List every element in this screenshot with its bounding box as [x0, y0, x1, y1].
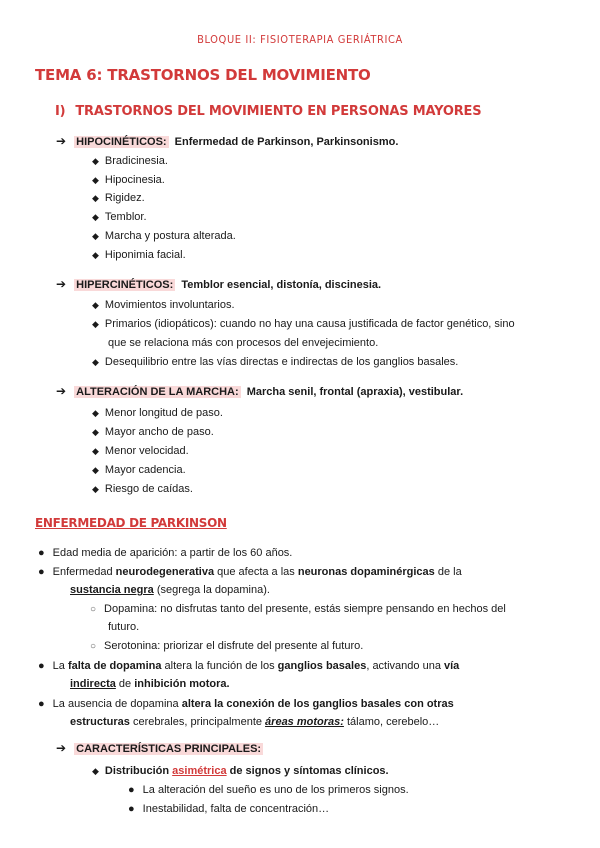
list-item: ◆ Temblor.: [92, 211, 147, 223]
paragraph: ● La ausencia de dopamina altera la conexión de los ganglios basales con otras: [38, 698, 454, 710]
diamond-icon: ◆: [92, 484, 99, 494]
caract-heading: [56, 741, 263, 757]
list-item: ◆ Menor longitud de paso.: [92, 407, 223, 419]
diamond-icon: ◆: [92, 446, 99, 456]
hipo-desc: Enfermedad de Parkinson, Parkinsonismo.: [174, 136, 399, 148]
list-item: ◆ Mayor ancho de paso.: [92, 426, 214, 438]
bullet-icon: ●: [38, 660, 45, 672]
marcha-label: ALTERACIÓN DE LA MARCHA:: [76, 386, 239, 398]
list-item: ◆ Primarios (idiopáticos): cuando no hay una causa justificada de factor genético, sino: [92, 318, 515, 330]
bullet-icon: ●: [128, 784, 135, 796]
paragraph-continuation: estructuras cerebrales, principalmente áreas motoras: tálamo, cerebelo…: [70, 716, 440, 728]
list-item: ◆ Bradicinesia.: [92, 155, 168, 167]
diamond-icon: ◆: [92, 766, 99, 776]
hiper-desc: Temblor esencial, distonía, discinesia.: [181, 279, 382, 291]
list-item: ◆ Riesgo de caídas.: [92, 483, 193, 495]
diamond-icon: ◆: [92, 427, 99, 437]
hiper-heading: [56, 277, 381, 293]
sub-item: ● Inestabilidad, falta de concentración…: [128, 803, 330, 815]
list-item: ◆ Hipocinesia.: [92, 174, 165, 186]
paragraph: ● Edad media de aparición: a partir de los 60 años.: [38, 547, 293, 559]
paragraph-continuation: sustancia negra (segrega la dopamina).: [70, 584, 270, 596]
sub-item: ○ Dopamina: no disfrutas tanto del presente, estás siempre pensando en hechos del: [90, 603, 506, 615]
diamond-icon: ◆: [92, 193, 99, 203]
list-item: ◆ Movimientos involuntarios.: [92, 299, 235, 311]
list-item-continuation: que se relaciona más con procesos del envejecimiento.: [108, 337, 379, 349]
caract-label: CARACTERÍSTICAS PRINCIPALES:: [76, 743, 262, 755]
arrow-icon: ➔: [56, 741, 67, 755]
diamond-icon: ◆: [92, 300, 99, 310]
section-number: I): [55, 104, 66, 119]
diamond-icon: ◆: [92, 175, 99, 185]
paragraph-continuation: indirecta de inhibición motora.: [70, 678, 230, 690]
diamond-icon: ◆: [92, 357, 99, 367]
circle-bullet-icon: ○: [90, 604, 97, 615]
tema-title: TEMA 6: TRASTORNOS DEL MOVIMIENTO: [35, 66, 371, 84]
marcha-desc: Marcha senil, frontal (apraxia), vestibular.: [246, 386, 464, 398]
section-title: [55, 104, 481, 119]
bullet-icon: ●: [128, 803, 135, 815]
hipo-label: HIPOCINÉTICOS:: [76, 136, 167, 148]
sub-item-continuation: futuro.: [108, 621, 140, 633]
arrow-icon: ➔: [56, 134, 67, 148]
diamond-icon: ◆: [92, 156, 99, 166]
diamond-icon: ◆: [92, 319, 99, 329]
page-header: BLOQUE II: FISIOTERAPIA GERIÁTRICA: [197, 33, 403, 46]
hipo-heading: [56, 134, 398, 150]
list-item: ◆ Rigidez.: [92, 192, 145, 204]
paragraph: ● Enfermedad neurodegenerativa que afecta a las neuronas dopaminérgicas de la: [38, 566, 462, 578]
sub-item: ● La alteración del sueño es uno de los primeros signos.: [128, 784, 409, 796]
diamond-icon: ◆: [92, 250, 99, 260]
paragraph: ● La falta de dopamina altera la función de los ganglios basales, activando una vía: [38, 660, 460, 672]
list-item: ◆ Desequilibrio entre las vías directas e indirectas de los ganglios basales.: [92, 356, 459, 368]
sub-item: ○ Serotonina: priorizar el disfrute del presente al futuro.: [90, 640, 364, 652]
circle-bullet-icon: ○: [90, 641, 97, 652]
bullet-icon: ●: [38, 698, 45, 710]
list-item: ◆ Distribución asimétrica de signos y síntomas clínicos.: [92, 765, 389, 777]
bullet-icon: ●: [38, 547, 45, 559]
diamond-icon: ◆: [92, 212, 99, 222]
list-item: ◆ Marcha y postura alterada.: [92, 230, 236, 242]
arrow-icon: ➔: [56, 384, 67, 398]
parkinson-title: ENFERMEDAD DE PARKINSON: [35, 516, 227, 530]
list-item: ◆ Menor velocidad.: [92, 445, 189, 457]
section-title-text: TRASTORNOS DEL MOVIMIENTO EN PERSONAS MAYORES: [75, 104, 482, 119]
bullet-icon: ●: [38, 566, 45, 578]
marcha-heading: [56, 384, 463, 400]
hiper-label: HIPERCINÉTICOS:: [76, 279, 174, 291]
diamond-icon: ◆: [92, 231, 99, 241]
list-item: ◆ Hiponimia facial.: [92, 249, 186, 261]
diamond-icon: ◆: [92, 408, 99, 418]
list-item: ◆ Mayor cadencia.: [92, 464, 186, 476]
arrow-icon: ➔: [56, 277, 67, 291]
diamond-icon: ◆: [92, 465, 99, 475]
